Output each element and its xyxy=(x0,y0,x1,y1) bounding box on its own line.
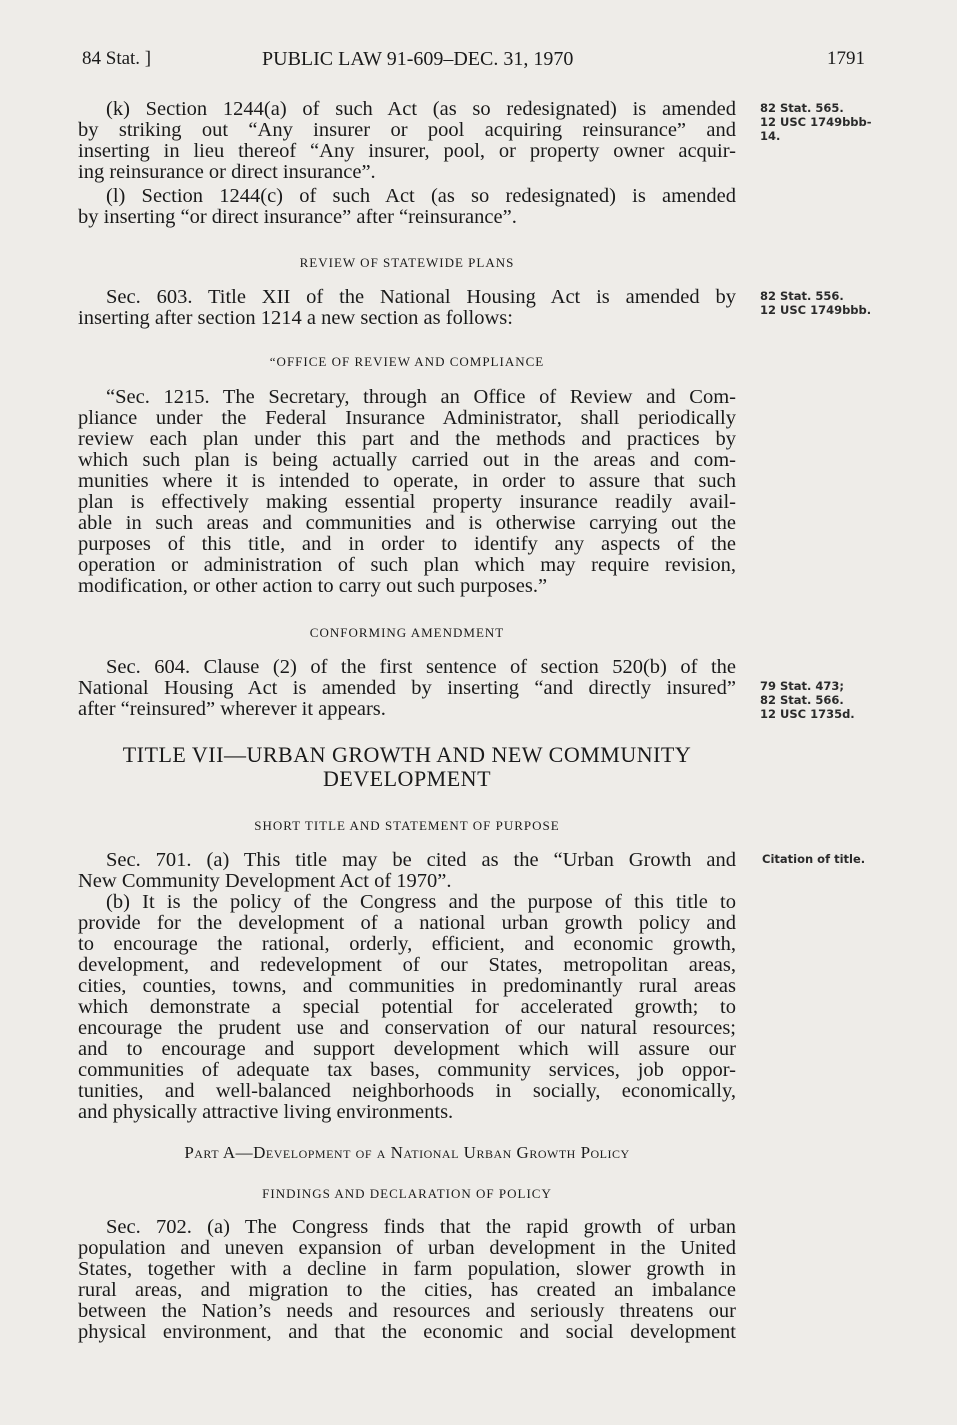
text-line: Sec. 603. Title XII of the National Housing Act is amended by xyxy=(106,286,736,308)
text-line: which such plan is being actually carried out in the areas and com- xyxy=(78,449,736,471)
header-stat-ref: 84 Stat. ] xyxy=(82,48,152,69)
title-line: DEVELOPMENT xyxy=(322,766,492,791)
text-line: Sec. 701. (a) This title may be cited as the “Urban Growth and xyxy=(106,849,736,871)
margin-line: 14. xyxy=(760,129,781,143)
margin-line: 12 USC 1735d. xyxy=(760,707,855,721)
title-line: TITLE VII—URBAN GROWTH AND NEW COMMUNITY xyxy=(122,742,692,767)
text-line: by inserting “or direct insurance” after “reinsurance”. xyxy=(78,206,517,228)
text-line: physical environment, and that the economic and social development xyxy=(78,1321,736,1343)
text-line: “Sec. 1215. The Secretary, through an Office of Review and Com- xyxy=(106,386,736,408)
text-line: cities, counties, towns, and communities in predominantly rural areas xyxy=(78,975,736,997)
text-line: able in such areas and communities and is otherwise carrying out the xyxy=(78,512,736,534)
text-line: Sec. 702. (a) The Congress finds that the rapid growth of urban xyxy=(106,1216,736,1238)
text-line: modification, or other action to carry out such purposes.” xyxy=(78,575,548,597)
heading-office-review: “OFFICE OF REVIEW AND COMPLIANCE xyxy=(269,354,545,369)
heading-review-statewide-plans: REVIEW OF STATEWIDE PLANS xyxy=(299,255,515,270)
text-line: and to encourage and support development which will assure our xyxy=(78,1038,736,1060)
section-603 xyxy=(78,287,736,329)
text-line: which demonstrate a special potential for accelerated growth; to xyxy=(78,996,736,1018)
text-line: Sec. 604. Clause (2) of the first sentence of section 520(b) of the xyxy=(106,656,736,678)
text-line: operation or administration of such plan which may require revision, xyxy=(78,554,736,576)
text-line: population and uneven expansion of urban development in the United xyxy=(78,1237,736,1259)
part-a-heading: Part A—Development of a National Urban Growth Policy xyxy=(184,1143,630,1162)
section-702 xyxy=(78,1217,736,1343)
text-line: review each plan under this part and the methods and practices by xyxy=(78,428,736,450)
text-line: after “reinsured” wherever it appears. xyxy=(78,698,386,720)
title-vii-heading xyxy=(78,743,736,791)
text-line: provide for the development of a national urban growth policy and xyxy=(78,912,736,934)
text-line: communities of adequate tax bases, community services, job oppor- xyxy=(78,1059,736,1081)
margin-note-2 xyxy=(760,289,871,317)
section-701b xyxy=(78,892,736,1123)
header-public-law: PUBLIC LAW 91-609–DEC. 31, 1970 xyxy=(262,48,574,70)
text-line: New Community Development Act of 1970”. xyxy=(78,870,452,892)
text-line: ing reinsurance or direct insurance”. xyxy=(78,161,376,183)
text-line: inserting after section 1214 a new section as follows: xyxy=(78,307,513,329)
margin-line: Citation of title. xyxy=(762,852,866,866)
heading-short-title: SHORT TITLE AND STATEMENT OF PURPOSE xyxy=(254,818,560,833)
text-line: (k) Section 1244(a) of such Act (as so redesignated) is amended xyxy=(106,98,736,120)
margin-note-1 xyxy=(760,101,872,143)
section-1215 xyxy=(78,387,736,597)
text-line: purposes of this title, and in order to identify any aspects of the xyxy=(78,533,736,555)
text-line: munities where it is intended to operate, in order to assure that such xyxy=(78,470,736,492)
page-number: 1791 xyxy=(827,48,865,69)
text-line: pliance under the Federal Insurance Administrator, shall periodically xyxy=(78,407,736,429)
text-line: and physically attractive living environments. xyxy=(78,1101,454,1123)
text-line: States, together with a decline in farm population, slower growth in xyxy=(78,1258,736,1280)
text-line: by striking out “Any insurer or pool acquiring reinsurance” and xyxy=(78,119,736,141)
margin-note-citation xyxy=(762,852,865,866)
margin-line: 12 USC 1749bbb. xyxy=(760,303,872,317)
text-line: to encourage the rational, orderly, efficient, and economic growth, xyxy=(78,933,736,955)
text-line: inserting in lieu thereof “Any insurer, pool, or property owner acquir- xyxy=(78,140,736,162)
text-line: tunities, and well-balanced neighborhoods in socially, economically, xyxy=(78,1080,736,1102)
margin-line: 12 USC 1749bbb- xyxy=(760,115,872,129)
text-line: (l) Section 1244(c) of such Act (as so redesignated) is amended xyxy=(106,185,736,207)
heading-findings: FINDINGS AND DECLARATION OF POLICY xyxy=(262,1186,552,1201)
text-line: encourage the prudent use and conservation of our natural resources; xyxy=(78,1017,736,1039)
text-line: National Housing Act is amended by inserting “and directly insured” xyxy=(78,677,736,699)
heading-conforming-amendment: CONFORMING AMENDMENT xyxy=(309,625,505,640)
margin-line: 82 Stat. 556. xyxy=(760,289,844,303)
text-line: between the Nation’s needs and resources and seriously threatens our xyxy=(78,1300,736,1322)
margin-note-3 xyxy=(760,679,855,721)
margin-line: 79 Stat. 473; xyxy=(760,679,845,693)
text-line: rural areas, and migration to the cities, has created an imbalance xyxy=(78,1279,736,1301)
section-604 xyxy=(78,657,736,720)
margin-line: 82 Stat. 565. xyxy=(760,101,844,115)
section-701a xyxy=(78,850,736,892)
text-line: development, and redevelopment of our States, metropolitan areas, xyxy=(78,954,736,976)
paragraph-l xyxy=(78,186,736,228)
text-line: plan is effectively making essential property insurance readily avail- xyxy=(78,491,736,513)
paragraph-k xyxy=(78,99,736,183)
text-line: (b) It is the policy of the Congress and the purpose of this title to xyxy=(106,891,736,913)
margin-line: 82 Stat. 566. xyxy=(760,693,844,707)
